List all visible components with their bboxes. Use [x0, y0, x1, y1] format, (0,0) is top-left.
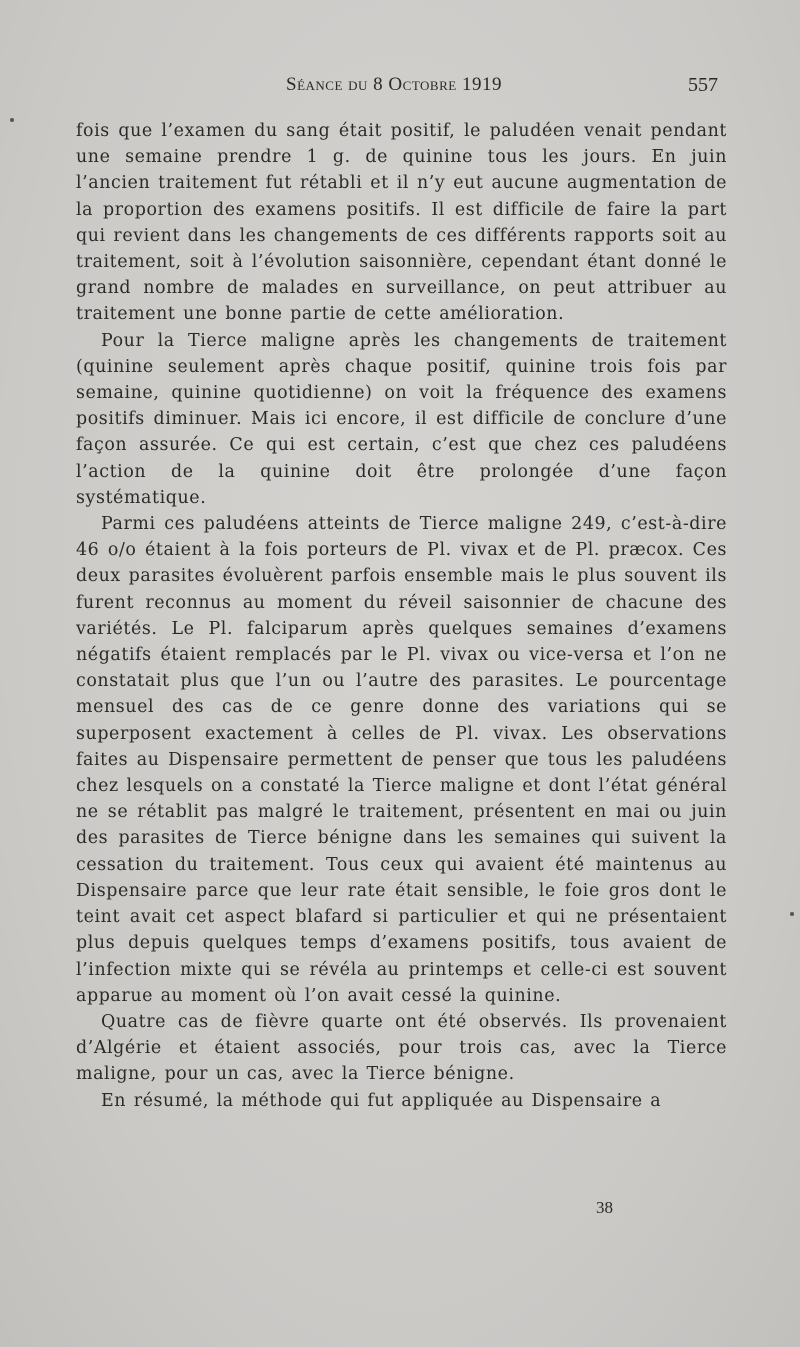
margin-speck	[10, 118, 14, 122]
signature-mark: 38	[596, 1198, 613, 1217]
paragraph: En résumé, la méthode qui fut appliquée au Dispensaire a	[101, 1090, 662, 1111]
body-text	[76, 118, 727, 1114]
running-head	[0, 74, 800, 104]
margin-speck	[790, 912, 794, 916]
page-number: 557	[688, 74, 718, 96]
paragraph: Quatre cas de fièvre quarte ont été observés. Ils provenaient d’Algérie et étaient associés, pour trois cas, avec la Tierce maligne, pour un cas, avec la Tierce bénigne.	[76, 1011, 727, 1085]
paragraph: Pour la Tierce maligne après les changements de traitement (quinine seulement après chaque positif, quinine trois fois par semaine, quinine quotidienne) on voit la fréquence des examens positifs diminuer. Mais ici encore, il est difficile de conclure d’une façon assurée. Ce qui est certain, c’est que chez ces paludéens l’action de la quinine doit être prolongée d’une façon systématique.	[76, 330, 727, 508]
running-head-title: Séance du 8 Octobre 1919	[286, 74, 502, 95]
paragraph: fois que l’examen du sang était positif, le paludéen venait pendant une semaine prendre 1 g. de quinine tous les jours. En juin l’ancien traitement fut rétabli et il n’y eut aucune augmentation de la proportion des examens positifs. Il est difficile de faire la part qui revient dans les changements de ces différents rapports soit au traitement, soit à l’évolution saisonnière, cependant étant donné le grand nombre de malades en surveillance, on peut attribuer au traitement une bonne partie de cette amélioration.	[76, 121, 727, 325]
paragraph: Parmi ces paludéens atteints de Tierce maligne 249, c’est-à-dire 46 o/o étaient à la fois porteurs de Pl. vivax et de Pl. præcox. Ces deux parasites évoluèrent parfois ensemble mais le plus souvent ils furent reconnus au moment du réveil saisonnier de chacune des variétés. Le Pl. falciparum après quelques semaines d’examens négatifs étaient remplacés par le Pl. vivax ou vice-versa et l’on ne constatait plus que l’un ou l’autre des parasites. Le pourcentage mensuel des cas de ce genre donne des variations qui se superposent exactement à celles de Pl. vivax. Les observations faites au Dispensaire permettent de penser que tous les paludéens chez lesquels on a constaté la Tierce maligne et dont l’état général ne se rétablit pas malgré le traitement, présentent en mai ou juin des parasites de Tierce bénigne dans les semaines qui suivent la cessation du traitement. Tous ceux qui avaient été maintenus au Dispensaire parce que leur rate était sensible, le foie gros dont le teint avait cet aspect blafard si particulier et qui ne présentaient plus depuis quelques temps d’examens positifs, tous avaient de l’infection mixte qui se révéla au printemps et celle-ci est souvent apparue au moment où l’on avait cessé la quinine.	[76, 514, 727, 1006]
